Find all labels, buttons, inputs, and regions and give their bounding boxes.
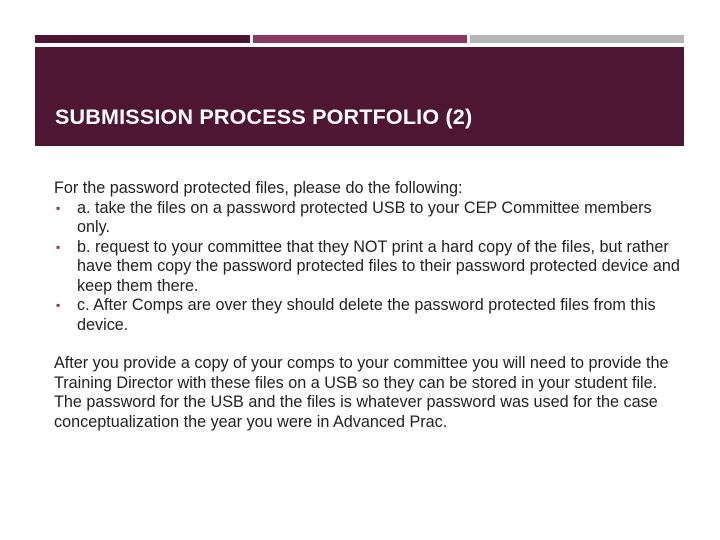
slide-body (54, 179, 684, 432)
bullet-text: a. take the files on a password protected USB to your CEP Committee members only. (77, 198, 652, 236)
body-paragraph: After you provide a copy of your comps to your committee you will need to provide the Training Director with these files on a USB so they can be stored in your student file. The password for the USB and the files is whatever password was used for the case conceptualization the year you were in Advanced Prac. (54, 354, 669, 431)
square-bullet-icon: ▪ (56, 200, 61, 215)
square-bullet-icon: ▪ (56, 239, 61, 254)
slide-title: SUBMISSION PROCESS PORTFOLIO (2) (55, 105, 473, 129)
list-item (54, 238, 684, 297)
bullet-list (54, 199, 684, 336)
title-band (35, 47, 684, 146)
intro-text: For the password protected files, please do the following: (54, 179, 463, 197)
accent-bar-2 (253, 35, 467, 43)
bullet-text: c. After Comps are over they should delete the password protected files from this device. (77, 296, 656, 334)
accent-bar-1 (35, 35, 250, 43)
list-item (54, 296, 684, 335)
list-item (54, 199, 684, 238)
bullet-text: b. request to your committee that they NOT print a hard copy of the files, but rather have them copy the password protected files to their password protected device and keep them there. (77, 237, 680, 295)
square-bullet-icon: ▪ (56, 298, 61, 312)
accent-bar-3 (470, 35, 684, 43)
